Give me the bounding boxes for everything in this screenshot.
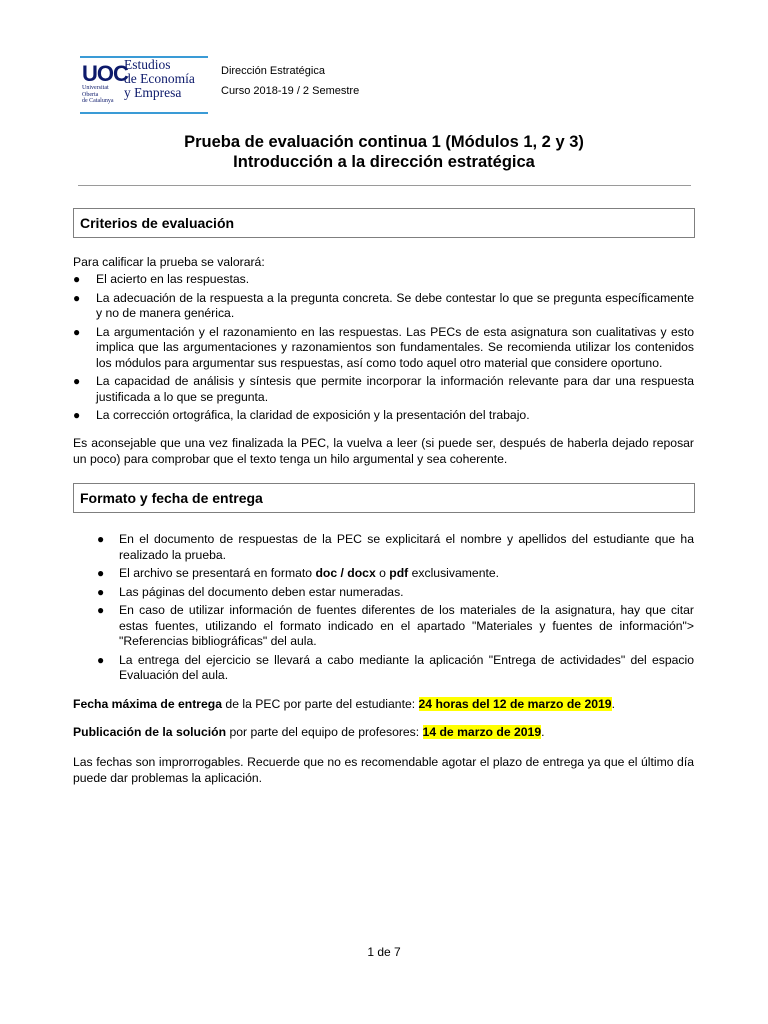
format-pdf: pdf bbox=[389, 566, 409, 580]
criteria-list bbox=[73, 272, 694, 427]
text-fragment: exclusivamente. bbox=[408, 566, 500, 580]
faculty-line: y Empresa bbox=[124, 85, 182, 100]
list-item bbox=[97, 603, 694, 650]
faculty-line: de Economía bbox=[124, 71, 195, 86]
document-title: Prueba de evaluación continua 1 (Módulos 1, 2 y 3) bbox=[184, 133, 584, 151]
subject-name: Dirección Estratégica bbox=[221, 65, 325, 77]
format-section-header bbox=[73, 483, 695, 513]
list-item-text: En caso de utilizar información de fuentes diferentes de los materiales de la asignatura, hay que citar estas fuentes, utilizando el formato indicado en el apartado "Materiales y fuentes de información"> "Referencias bibliográficas" del aula. bbox=[119, 603, 694, 648]
bullet-icon: ● bbox=[73, 374, 81, 388]
list-item bbox=[73, 374, 694, 405]
solution-value: 14 de marzo de 2019 bbox=[422, 725, 542, 739]
criteria-intro: Para calificar la prueba se valorará: bbox=[73, 255, 265, 269]
deadline-end: . bbox=[611, 697, 615, 711]
solution-text: por parte del equipo de profesores: bbox=[226, 725, 423, 739]
deadline-line bbox=[73, 697, 694, 713]
uoc-logo bbox=[80, 56, 208, 114]
bullet-icon: ● bbox=[97, 603, 105, 617]
list-item bbox=[73, 408, 694, 424]
bullet-icon: ● bbox=[73, 408, 81, 422]
bullet-icon: ● bbox=[73, 324, 81, 339]
deadline-value: 24 horas del 12 de marzo de 2019 bbox=[418, 697, 612, 711]
faculty-name bbox=[124, 58, 195, 100]
bullet-icon: ● bbox=[97, 566, 105, 580]
criteria-heading: Criterios de evaluación bbox=[80, 215, 235, 231]
list-item bbox=[97, 585, 694, 601]
list-item-text: La corrección ortográfica, la claridad de exposición y la presentación del trabajo. bbox=[96, 408, 530, 422]
format-doc: doc / docx bbox=[315, 566, 376, 580]
format-heading: Formato y fecha de entrega bbox=[80, 490, 263, 506]
list-item-text: La entrega del ejercicio se llevará a cabo mediante la aplicación "Entrega de actividades" del espacio Evaluación del aula. bbox=[119, 652, 694, 682]
list-item-text: La argumentación y el razonamiento en las respuestas. Las PECs de esta asignatura son cualitativas y esto implica que las argumentaciones y razonamientos son fundamentales. Se recomienda utilizar los contenidos los módulos para argumentar sus respuestas, así como todo aquel otro material que considere oportuno. bbox=[96, 324, 694, 370]
uoc-mark: UOC bbox=[82, 61, 128, 86]
university-name bbox=[82, 85, 114, 105]
list-item bbox=[97, 532, 694, 563]
list-item bbox=[73, 272, 694, 288]
list-item-text: La capacidad de análisis y síntesis que permite incorporar la información relevante para dar una respuesta justificada a lo que se pregunta. bbox=[96, 374, 694, 404]
list-item-text: En el documento de respuestas de la PEC se explicitará el nombre y apellidos del estudiante que ha realizado la prueba. bbox=[119, 532, 694, 562]
list-item bbox=[97, 566, 694, 582]
faculty-line: Estudios bbox=[124, 57, 171, 72]
title-divider bbox=[78, 185, 691, 186]
solution-line bbox=[73, 725, 694, 741]
university-line: Oberta bbox=[82, 91, 99, 98]
list-item-text: Las páginas del documento deben estar numeradas. bbox=[119, 584, 404, 599]
list-item-text bbox=[119, 566, 499, 580]
logo-bottom-rule bbox=[80, 112, 208, 114]
bullet-icon: ● bbox=[97, 584, 105, 599]
university-line: de Catalunya bbox=[82, 98, 114, 104]
bullet-icon: ● bbox=[73, 290, 81, 305]
format-list bbox=[97, 532, 694, 687]
solution-label: Publicación de la solución bbox=[73, 725, 227, 739]
list-item bbox=[73, 291, 694, 322]
list-item bbox=[73, 325, 694, 372]
list-item-text: La adecuación de la respuesta a la pregunta concreta. Se debe contestar lo que se pregunta específicamente y no de manera genérica. bbox=[96, 290, 694, 320]
text-fragment: El archivo se presentará en formato bbox=[119, 566, 316, 580]
deadline-label: Fecha máxima de entrega bbox=[73, 697, 223, 711]
list-item bbox=[97, 653, 694, 684]
criteria-section-header bbox=[73, 208, 695, 238]
page-number: 1 de 7 bbox=[367, 945, 401, 959]
document-subtitle: Introducción a la dirección estratégica bbox=[233, 153, 535, 171]
text-fragment: o bbox=[375, 566, 390, 580]
bullet-icon: ● bbox=[97, 652, 105, 667]
deadline-text: de la PEC por parte del estudiante: bbox=[222, 697, 419, 711]
course-info: Curso 2018-19 / 2 Semestre bbox=[221, 85, 360, 97]
criteria-closing: Es aconsejable que una vez finalizada la PEC, la vuelva a leer (si puede ser, después de haberla dejado reposar un poco) para comprobar que el texto tenga un hilo argumental y sea coherente. bbox=[73, 436, 694, 466]
university-line: Universitat bbox=[82, 85, 109, 91]
deadline-note: Las fechas son improrrogables. Recuerde que no es recomendable agotar el plazo de entrega ya que el último día puede dar problemas la aplicación. bbox=[73, 755, 694, 785]
list-item-text: El acierto en las respuestas. bbox=[96, 272, 250, 286]
solution-end: . bbox=[541, 725, 545, 739]
bullet-icon: ● bbox=[97, 532, 105, 546]
bullet-icon: ● bbox=[73, 272, 81, 286]
